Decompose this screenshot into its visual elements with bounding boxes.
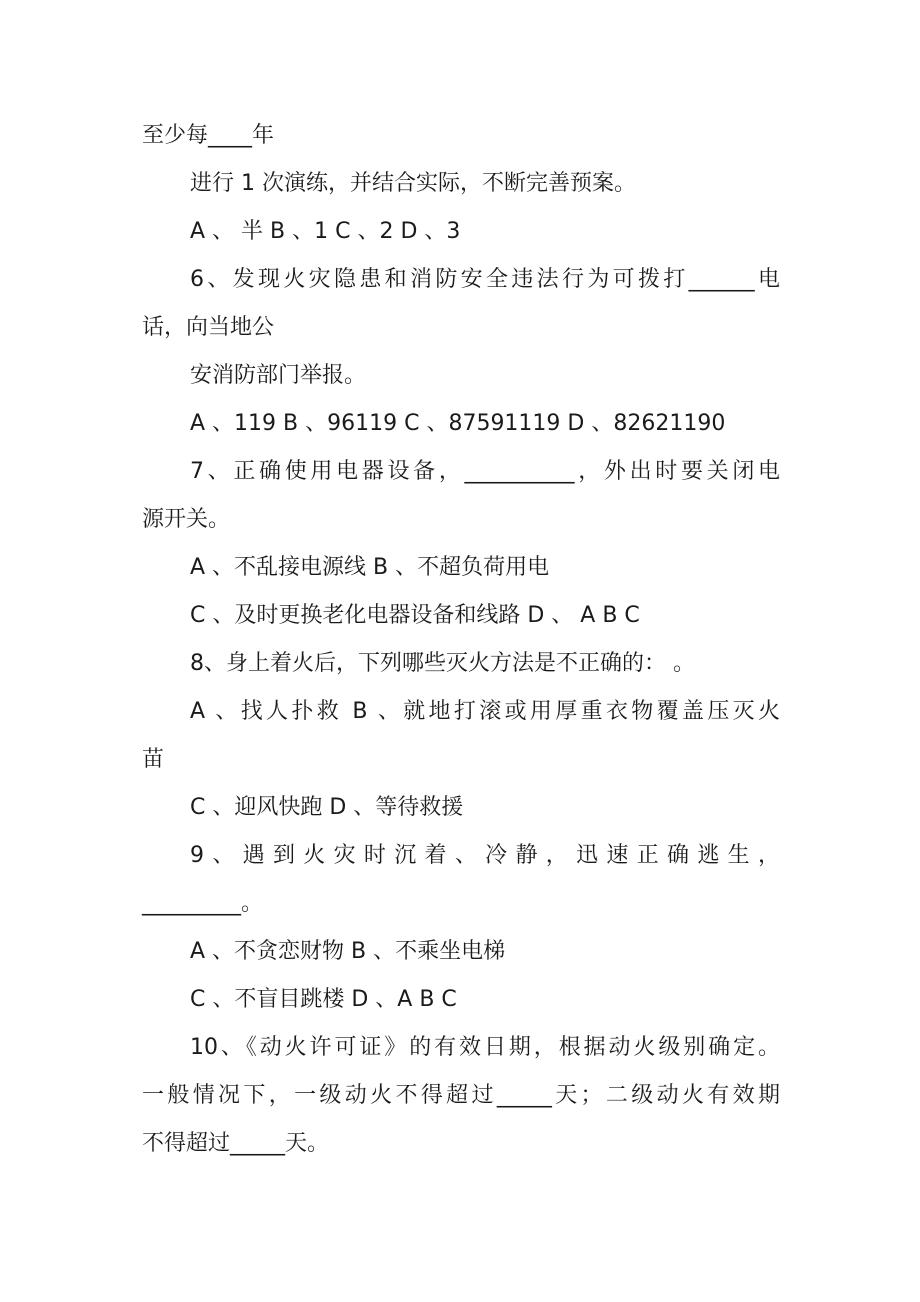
- option-line-q9-ab: A 、不贪恋财物 B 、不乘坐电梯: [190, 939, 506, 964]
- option-line-q8-cd: C 、迎风快跑 D 、等待救援: [190, 795, 464, 820]
- option-line-q5: A 、 半 B 、1 C 、2 D 、3: [190, 219, 461, 244]
- option-line-q9-cd: C 、不盲目跳楼 D 、A B C: [190, 987, 457, 1012]
- text-line-1: 至少每____年: [142, 123, 275, 148]
- question-9-line-1: 9、遇到火灾时沉着、冷静，迅速正确逃生，: [190, 843, 780, 868]
- option-line-q7-cd: C 、及时更换老化电器设备和线路 D 、 A B C: [190, 603, 640, 628]
- text-line-2: 进行 1 次演练，并结合实际，不断完善预案。: [190, 171, 636, 196]
- option-line-q6: A 、119 B 、96119 C 、87591119 D 、82621190: [190, 411, 726, 436]
- question-8-line-1: 8、身上着火后，下列哪些灭火方法是不正确的： 。: [190, 651, 695, 676]
- option-line-q8-ab-cont: 苗: [142, 747, 165, 772]
- question-6-line-3: 安消防部门举报。: [190, 363, 367, 388]
- question-7-line-1: 7、正确使用电器设备，__________，外出时要关闭电: [190, 459, 780, 484]
- option-line-q8-ab: A 、找人扑救 B 、就地打滚或用厚重衣物覆盖压灭火: [190, 699, 780, 724]
- question-9-line-2: _________。: [142, 891, 264, 916]
- question-10-line-1: 10、《动火许可证》的有效日期，根据动火级别确定。: [190, 1035, 780, 1060]
- question-6-line-2: 话，向当地公: [142, 315, 275, 340]
- option-line-q7-ab: A 、不乱接电源线 B 、不超负荷用电: [190, 555, 550, 580]
- question-10-line-3: 不得超过_____天。: [142, 1131, 330, 1156]
- question-10-line-2: 一般情况下，一级动火不得超过_____天；二级动火有效期: [142, 1083, 780, 1108]
- question-6-line-1: 6、发现火灾隐患和消防安全违法行为可拨打______电: [190, 267, 780, 292]
- question-7-line-2: 源开关。: [142, 507, 231, 532]
